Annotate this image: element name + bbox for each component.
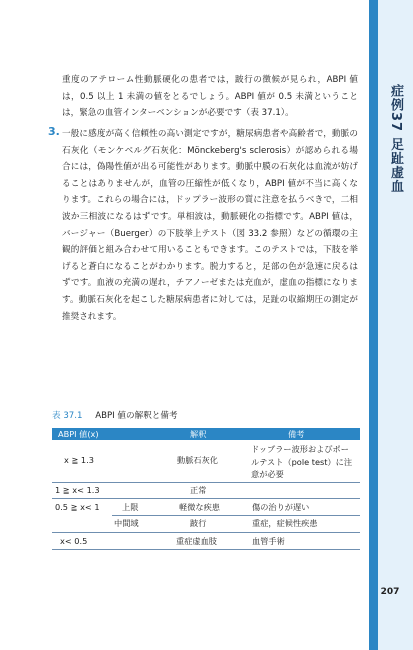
table-header: [52, 428, 360, 440]
item-number: 3.: [48, 125, 60, 138]
table-row: [52, 483, 360, 499]
abpi-table: [52, 428, 360, 550]
table-row: [52, 440, 360, 483]
header-interpretation: 解釈: [190, 429, 207, 439]
cell-range: x< 0.5: [60, 536, 88, 546]
cell-note: ドップラー波形およびポールテスト（pole test）に注意が必要: [251, 444, 353, 479]
cell-sub: 中間域: [114, 518, 139, 528]
table-row: [52, 499, 360, 516]
sidebar-stripe: [369, 0, 378, 650]
cell-range: x ≧ 1.3: [64, 455, 94, 465]
cell-note: 重症，症候性疾患: [252, 518, 318, 528]
page-number: 207: [380, 587, 400, 597]
cell-range: 1 ≧ x< 1.3: [55, 485, 100, 495]
cell-interp: 重症虚血肢: [176, 536, 217, 546]
chapter-sidebar: [369, 0, 413, 650]
header-notes: 備考: [288, 429, 305, 439]
cell-range: 0.5 ≧ x< 1: [55, 502, 100, 512]
cell-interp: 跛行: [190, 518, 207, 528]
header-abpi: ABPI 値(x): [58, 429, 99, 439]
cell-sub: 上限: [122, 502, 139, 512]
cell-interp: 動脈石灰化: [177, 455, 218, 465]
paragraph-1: 重度のアテローム性動脈硬化の患者では，跛行の徴候が見られ，ABPI 値は，0.5 以上 1 未満の値をとるでしょう。ABPI 値が 0.5 未満ということは，緊急の血管インターベンションが必要です（表 37.1）。: [62, 75, 358, 119]
cell-interp: 軽微な疾患: [179, 502, 220, 512]
cell-note: 傷の治りが遅い: [252, 502, 310, 512]
table-caption: [52, 409, 178, 421]
chapter-title: 症例37 足趾虚血: [388, 84, 403, 194]
paragraph-2: 一般に感度が高く信頼性の高い測定ですが，糖尿病患者や高齢者で，動脈の石灰化（モンケベルグ石灰化：Mönckeberg's sclerosis）が認められる場合には，偽陽性値が出る可能性があります。動脈中膜の石灰化は血流が妨げることはありませんが，血管の圧縮性が低くなり，ABPI 値が不当に高くなります。これらの場合には，ドップラー波形の質に注意を払うべきで，二相波か三相波になるはずです。単相波は，動脈硬化の指標です。ABPI 値は，バージャー（Buerger）の下肢挙上テスト（図 33.2 参照）などの循環の主観的評価と組み合わせて用いることもできます。このテストでは，下肢を挙げると蒼白になることがわかります。脱力すると，足部の色が急速に戻るはずです。血液の充満の遅れ，チアノーゼまたは充血が，虚血の指標になります。動脈石灰化を起こした糖尿病患者に対しては，足趾の収縮期圧の測定が推奨されます。: [62, 129, 358, 322]
cell-note: 血管手術: [252, 536, 285, 546]
table-label: 表 37.1: [52, 411, 83, 421]
cell-interp: 正常: [190, 485, 207, 495]
table-row: [52, 533, 360, 550]
table-row: [52, 516, 360, 533]
table-title: ABPI 値の解釈と備考: [95, 411, 178, 421]
